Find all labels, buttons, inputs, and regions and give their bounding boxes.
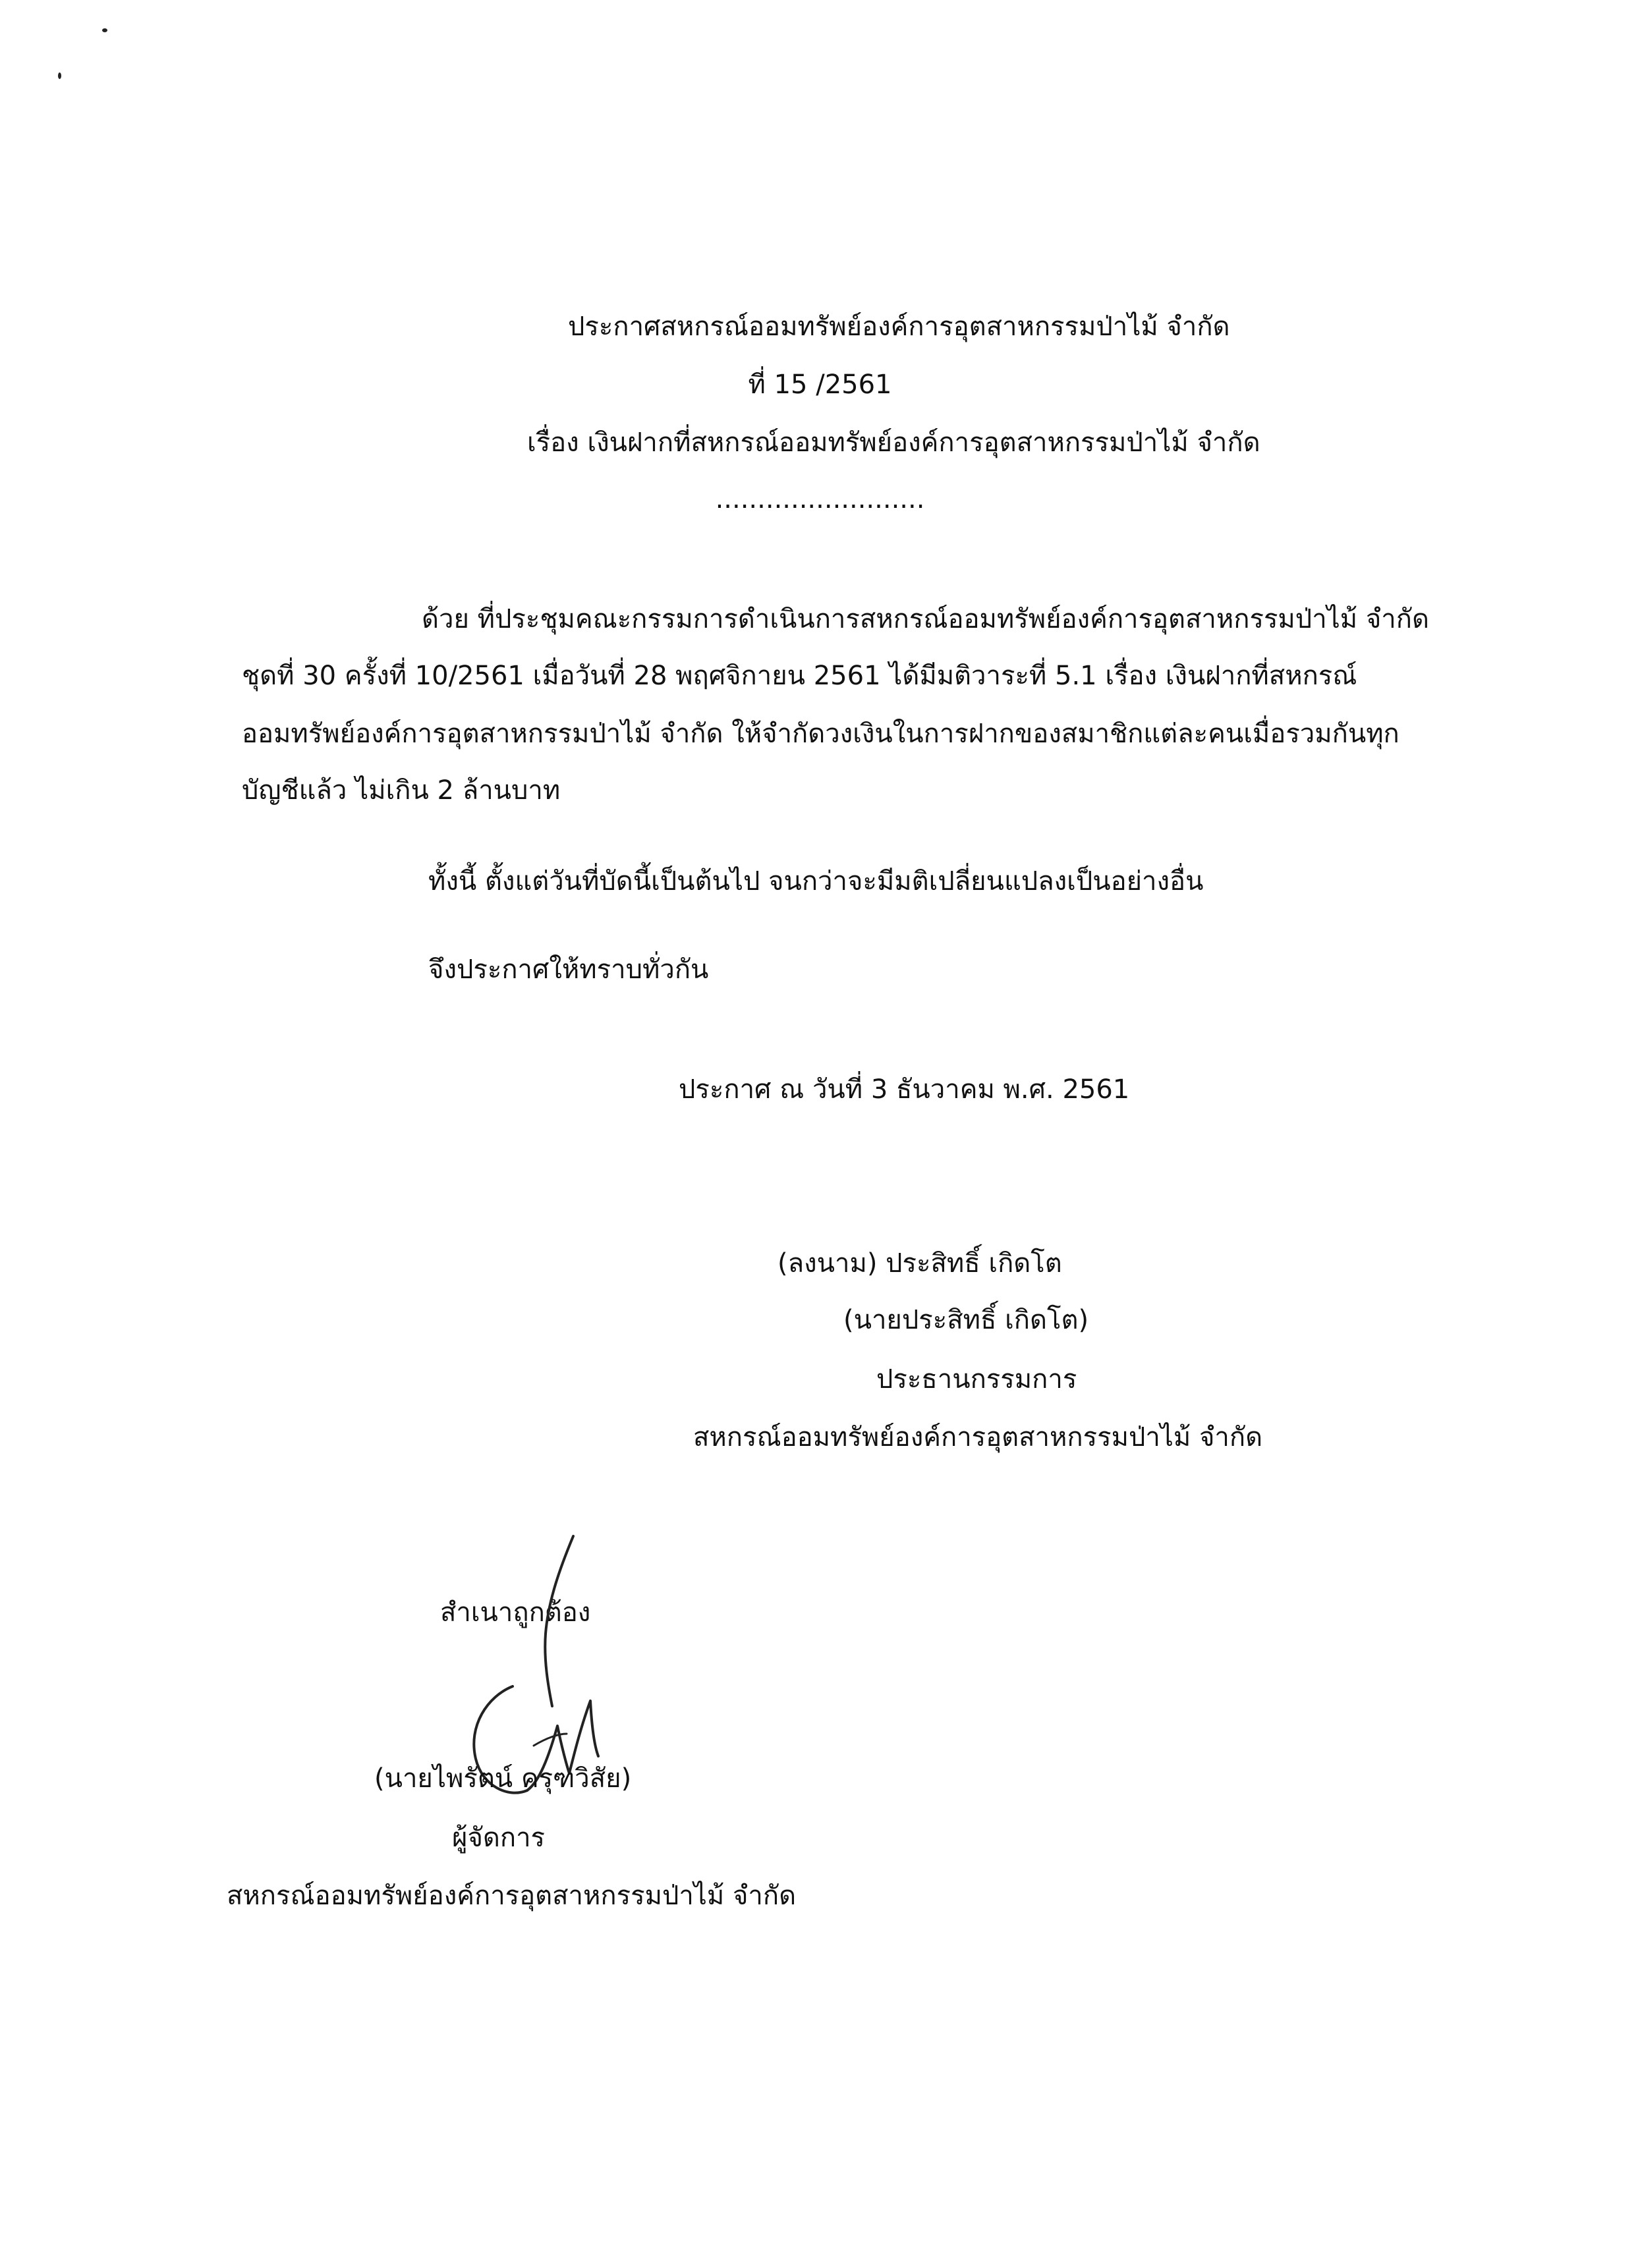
signatory-position: ประธานกรรมการ [876,1364,1077,1395]
body-paragraph-3: จึงประกาศให้ทราบทั่วกัน [428,954,709,985]
scan-speck [102,28,107,32]
announcement-title: ประกาศสหกรณ์ออมทรัพย์องค์การอุตสาหกรรมป่าไม้ จำกัด [568,312,1230,342]
body-paragraph-1-line-3: ออมทรัพย์องค์การอุตสาหกรรมป่าไม้ จำกัด ให้จำกัดวงเงินในการฝากของสมาชิกแต่ละคนเมื่อรวมกันทุก [242,719,1400,749]
signatory-name: (นายประสิทธิ์ เกิดโต) [843,1305,1089,1335]
certified-copy-label: สำเนาถูกต้อง [440,1597,591,1628]
announcement-date: ประกาศ ณ วันที่ 3 ธันวาคม พ.ศ. 2561 [679,1074,1130,1105]
certified-copy-position: ผู้จัดการ [452,1823,546,1853]
scan-speck [58,72,61,79]
certified-copy-organization: สหกรณ์ออมทรัพย์องค์การอุตสาหกรรมป่าไม้ จำกัด [227,1881,797,1911]
body-paragraph-1-line-1: ด้วย ที่ประชุมคณะกรรมการดำเนินการสหกรณ์ออมทรัพย์องค์การอุตสาหกรรมป่าไม้ จำกัด [422,604,1429,634]
certified-copy-name: (นายไพรัตน์ ครุฑวิสัย) [374,1763,632,1794]
signatory-signed: (ลงนาม) ประสิทธิ์ เกิดโต [778,1248,1062,1279]
signatory-organization: สหกรณ์ออมทรัพย์องค์การอุตสาหกรรมป่าไม้ จำกัด [693,1422,1263,1452]
header-separator: ......................... [715,484,925,514]
body-paragraph-1-line-2: ชุดที่ 30 ครั้งที่ 10/2561 เมื่อวันที่ 28 พฤศจิกายน 2561 ได้มีมติวาระที่ 5.1 เรื่อง เงินฝากที่สหกรณ์ [242,661,1357,691]
announcement-subject: เรื่อง เงินฝากที่สหกรณ์ออมทรัพย์องค์การอุตสาหกรรมป่าไม้ จำกัด [527,428,1260,458]
body-paragraph-2: ทั้งนี้ ตั้งแต่วันที่บัดนี้เป็นต้นไป จนกว่าจะมีมติเปลี่ยนแปลงเป็นอย่างอื่น [428,866,1204,897]
body-paragraph-1-line-4: บัญชีแล้ว ไม่เกิน 2 ล้านบาท [242,775,561,806]
announcement-number: ที่ 15 /2561 [748,370,892,400]
